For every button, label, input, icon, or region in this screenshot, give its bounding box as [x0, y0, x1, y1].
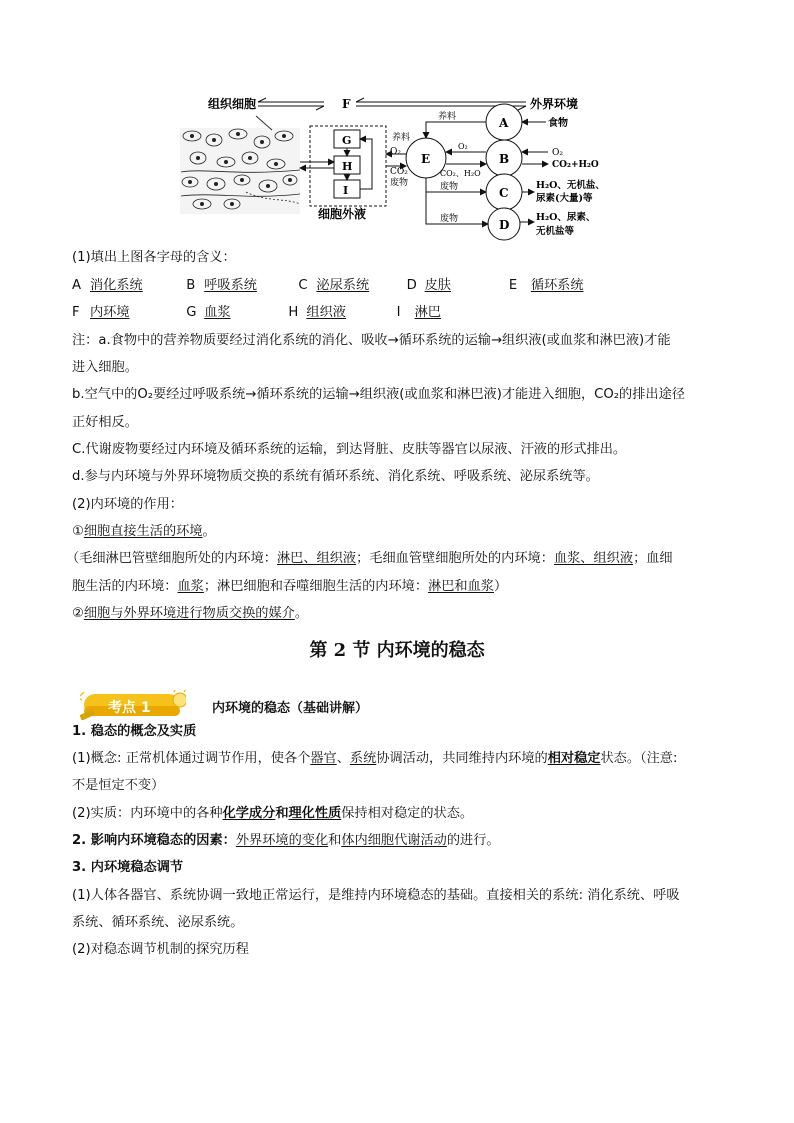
label-F: F [342, 97, 351, 111]
answer-A: 消化系统 [90, 278, 143, 293]
answer-I: 淋巴 [414, 305, 441, 320]
s1-concept-line2: 不是恒定不变） [72, 778, 165, 793]
answer-F: 内环境 [90, 305, 130, 320]
food-label: 食物 [548, 118, 568, 129]
answer-C: 泌尿系统 [316, 278, 370, 293]
co2-h2o-right-label: CO₂+H₂O [552, 160, 599, 170]
q2-point-1: ①细胞直接生活的环境。 [72, 524, 216, 539]
body-fluid-exchange-diagram [176, 92, 626, 242]
answer-row-2: F 内环境 G 血浆 H 组织液 I 淋巴 [72, 304, 495, 322]
tissue-cells-illustration [180, 116, 300, 214]
s2-line: 2. 影响内环境稳态的因素：外界环境的变化和体内细胞代谢活动的进行。 [72, 833, 500, 848]
o2-left-label: O₂ [390, 147, 401, 157]
s3-p2: (2)对稳态调节机制的探究历程 [72, 942, 249, 957]
d-output-line1: H₂O、尿素、 [536, 212, 596, 223]
note-a-line1: 注：a.食物中的营养物质要经过消化系统的消化、吸收→循环系统的运输→组织液(或血浆和淋巴液)才能 [72, 333, 671, 348]
label-C: C [499, 186, 509, 200]
co2-h2o-mid-label: CO₂、H₂O [440, 169, 481, 178]
s3-p1-line2: 系统、循环系统、泌尿系统。 [72, 915, 244, 930]
note-a-line2: 进入细胞。 [72, 360, 138, 375]
waste-d-label: 废物 [440, 214, 459, 224]
answer-row-1: A 消化系统 B 呼吸系统 C 泌尿系统 D 皮肤 E 循环系统 [72, 277, 611, 295]
note-d: d.参与内环境与外界环境物质交换的系统有循环系统、消化系统、呼吸系统、泌尿系统等。 [72, 469, 599, 484]
label-H: H [342, 160, 353, 173]
s1-essence: (2)实质：内环境中的各种化学成分和理化性质保持相对稳定的状态。 [72, 806, 474, 821]
q2-parenthetical-line1: （毛细淋巴管壁细胞所处的内环境：淋巴、组织液；毛细血管壁细胞所处的内环境：血浆、组织液；血细 [66, 551, 673, 566]
extracellular-fluid-label: 细胞外液 [318, 207, 367, 221]
s1-heading: 1. 稳态的概念及实质 [72, 724, 197, 739]
q2-parenthetical-line2: 胞生活的内环境：血浆；淋巴细胞和吞噬细胞生活的内环境：淋巴和血浆） [72, 579, 508, 594]
o2-mid-label: O₂ [458, 142, 468, 151]
badge-title: 内环境的稳态（基础讲解） [212, 701, 369, 716]
tissue-cells-label: 组织细胞 [208, 97, 257, 111]
q2-point-2: ②细胞与外界环境进行物质交换的媒介。 [72, 606, 309, 621]
label-G: G [342, 134, 352, 147]
label-D: D [499, 218, 510, 232]
note-b-line1: b.空气中的O₂要经过呼吸系统→循环系统的运输→组织液(或血浆和淋巴液)才能进入细胞，CO₂的排出途径 [72, 387, 685, 402]
answer-E: 循环系统 [530, 278, 584, 293]
s3-heading: 3. 内环境稳态调节 [72, 860, 184, 875]
s3-p1-line1: (1)人体各器官、系统协调一致地正常运行，是维持内环境稳态的基础。直接相关的系统: 消化系统、呼吸 [72, 888, 680, 903]
label-A: A [499, 116, 509, 130]
label-E: E [421, 152, 431, 166]
waste-c-label: 废物 [440, 182, 459, 192]
answer-D: 皮肤 [424, 278, 451, 293]
badge-label: 考点 1 [108, 700, 151, 716]
s1-concept-line1: (1)概念: 正常机体通过调节作用，使各个器官、系统协调活动，共同维持内环境的相对稳定状态。（注意: [72, 751, 678, 766]
answer-B: 呼吸系统 [204, 278, 257, 293]
external-environment-label: 外界环境 [530, 97, 579, 111]
note-c: C.代谢废物要经过内环境及循环系统的运输，到达肾脏、皮肤等器官以尿液、汗液的形式排出。 [72, 442, 627, 457]
q2-heading: (2)内环境的作用： [72, 497, 183, 512]
label-I: I [343, 184, 349, 197]
co2-label: CO₂ [390, 167, 408, 177]
nutrient-top-label: 养料 [438, 112, 457, 122]
waste-left-label: 废物 [390, 178, 409, 188]
section-title: 第 2 节 内环境的稳态 [309, 640, 485, 661]
c-output-line2: 尿素(大量)等 [536, 193, 593, 204]
q1-heading: (1)填出上图各字母的含义： [72, 250, 236, 265]
d-output-line2: 无机盐等 [536, 226, 575, 237]
note-b-line2: 正好相反。 [72, 415, 138, 430]
nutrient-left-label: 养料 [392, 133, 411, 143]
label-B: B [499, 152, 510, 166]
c-output-line1: H₂O、无机盐、 [536, 180, 605, 191]
answer-G: 血浆 [204, 305, 231, 320]
answer-H: 组织液 [306, 305, 346, 320]
o2-right-label: O₂ [552, 148, 563, 158]
